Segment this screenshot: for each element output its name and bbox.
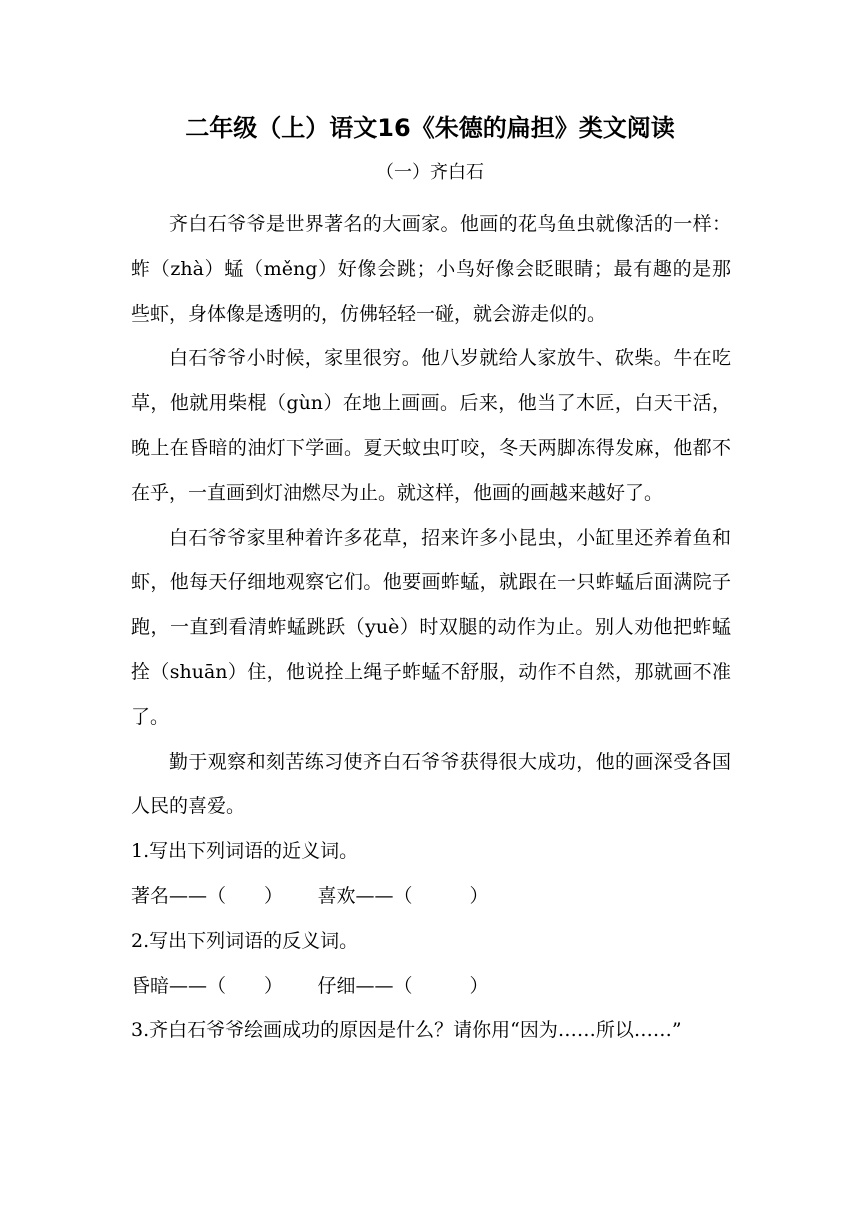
article-body (131, 202, 731, 1053)
question-3: 3.齐白石爷爷绘画成功的原因是什么？请你用“因为……所以……” (131, 1019, 682, 1042)
question-2: 2.写出下列词语的反义词。 (131, 929, 359, 952)
question-1-blanks: 著名——（ ） 喜欢——（ ） (131, 884, 489, 907)
paragraph-4: 勤于观察和刻苦练习使齐白石爷爷获得很大成功，他的画深受各国人民的喜爱。 (131, 750, 731, 818)
paragraph-1: 齐白石爷爷是世界著名的大画家。他画的花鸟鱼虫就像活的一样：蚱（zhà）蜢（měng）好像会跳；小鸟好像会眨眼睛；最有趣的是那些虾，身体像是透明的，仿佛轻轻一碰，就会游走似的。 (131, 213, 731, 325)
paragraph-2: 白石爷爷小时候，家里很穷。他八岁就给人家放牛、砍柴。牛在吃草，他就用柴棍（gùn）在地上画画。后来，他当了木匠，白天干活，晚上在昏暗的油灯下学画。夏天蚊虫叮咬，冬天两脚冻得发麻，他都不在乎，一直画到灯油燃尽为止。就这样，他画的画越来越好了。 (131, 347, 731, 504)
question-2-blanks: 昏暗——（ ） 仔细——（ ） (131, 974, 489, 997)
page-title: 二年级（上）语文16《朱德的扁担》类文阅读 (185, 114, 675, 142)
paragraph-3: 白石爷爷家里种着许多花草，招来许多小昆虫，小缸里还养着鱼和虾，他每天仔细地观察它们。他要画蚱蜢，就跟在一只蚱蜢后面满院子跑，一直到看清蚱蜢跳跃（yuè）时双腿的动作为止。别人劝他把蚱蜢拴（shuān）住，他说拴上绳子蚱蜢不舒服，动作不自然，那就画不准了。 (131, 526, 731, 728)
question-1: 1.写出下列词语的近义词。 (131, 840, 359, 863)
section-subtitle: （一）齐白石 (376, 162, 484, 183)
